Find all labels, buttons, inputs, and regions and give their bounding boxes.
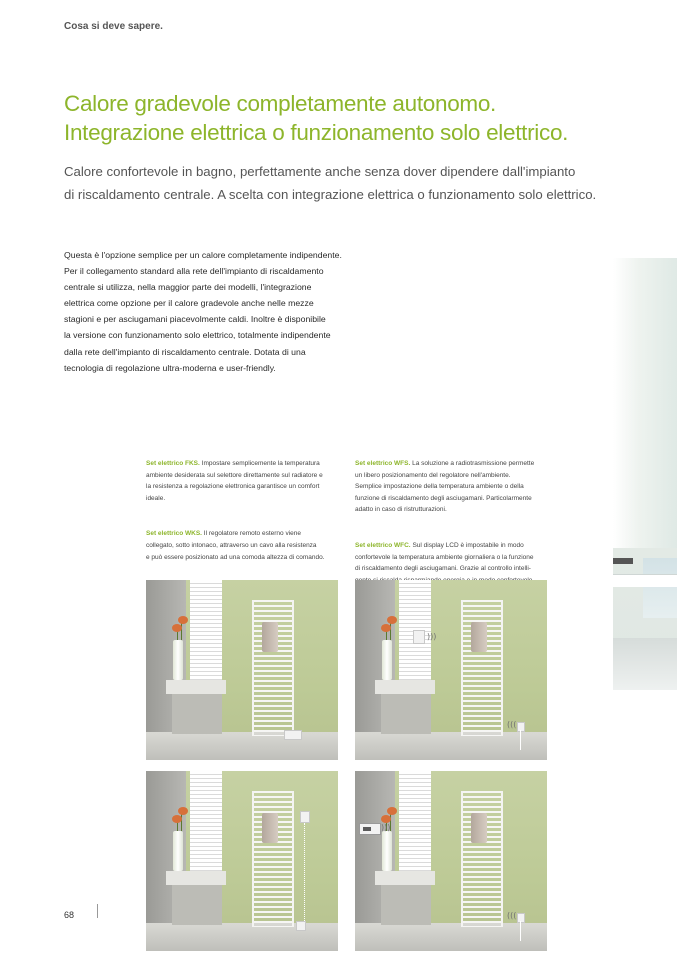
radio-signal-icon: ((( <box>507 720 517 729</box>
vanity-top <box>613 574 677 587</box>
control-unit <box>284 730 302 740</box>
towel-radiator <box>252 791 294 927</box>
intro-line: tecnologia di regolazione ultra-moderna e user-friendly. <box>64 362 276 373</box>
radio-signal-icon: ((( <box>507 911 517 920</box>
intro-line: la versione con funzionamento solo elettrico, totalmente indipendente <box>64 330 331 341</box>
subtitle <box>64 160 664 206</box>
intro-line: centrale si utilizza, nella maggior parte dei modelli, l'integrazione <box>64 282 312 293</box>
radio-signal-icon: ))) <box>381 823 391 832</box>
intro-paragraph <box>64 247 364 376</box>
title-line-1: Calore gradevole completamente autonomo. <box>64 91 497 116</box>
hidden-cable-line <box>304 823 307 923</box>
title-line-2: Integrazione elettrica o funzionamento solo elettrico. <box>64 120 569 145</box>
set-wks-title: Set elettrico WKS. <box>146 530 202 538</box>
radiator-photo-wfs <box>355 580 547 760</box>
page-number-divider <box>97 904 98 918</box>
control-unit <box>517 722 525 732</box>
window-curtain <box>613 258 677 548</box>
radiator-photo-fks <box>146 580 338 760</box>
towel <box>262 813 278 843</box>
page-title <box>64 89 664 147</box>
control-unit <box>517 913 525 923</box>
set-wfc-title: Set elettrico WFC. <box>355 541 411 549</box>
towel <box>471 622 487 652</box>
radiator-photo-wfc <box>355 771 547 951</box>
towel <box>262 622 278 652</box>
bathroom-photo <box>613 258 677 690</box>
towel-radiator <box>252 600 294 736</box>
radio-signal-icon: ))) <box>427 632 437 641</box>
intro-line: stagioni e per asciugamani piacevolmente caldi. Inoltre è disponibile <box>64 314 326 325</box>
wireless-controller <box>413 630 425 644</box>
towel-radiator <box>461 600 503 736</box>
towel <box>471 813 487 843</box>
subtitle-line-2: di riscaldamento centrale. A scelta con integrazione elettrica o funzionamento solo elettrico. <box>64 187 597 202</box>
section-label: Cosa si deve sapere. <box>64 21 163 32</box>
sets-column-right: Set elettrico WFS. La soluzione a radiotrasmissione permette un libero posizionamento del regolatore nell'ambiente. Semplice impostazione della temperatura ambiente o della funzione di riscaldamento degli asciugamani. Particolarmente adatto in caso di ristrutturazioni. Set elettrico WFC. Sul display LCD è impostabile in modo confortevole la temperatura ambiente giornaliera o la funzione di riscaldamento degli asciugamani. Grazie al controllo intelli- <box>355 460 535 573</box>
intro-line: dalla rete dell'impianto di riscaldamento centrale. Dotata di una <box>64 346 306 357</box>
radiator-photo-wks <box>146 771 338 951</box>
glass-panel <box>643 558 677 618</box>
subtitle-line-1: Calore confortevole in bagno, perfettamente anche senza dover dipendere dall'impianto <box>64 164 576 179</box>
lcd-controller <box>359 823 381 835</box>
intro-line: Per il collegamento standard alla rete dell'impianto di riscaldamento <box>64 266 324 277</box>
floor <box>613 638 677 690</box>
wall-slot <box>613 558 633 564</box>
set-fks-title: Set elettrico FKS. <box>146 460 200 467</box>
page-number: 68 <box>64 910 75 920</box>
sets-column-left: Set elettrico FKS. Impostare semplicemente la temperatura ambiente desiderata sul selettore direttamente sul radiatore e la resistenza a regolazione elettronica garantisce un comfort ideale. Set elettrico WKS. Il regolatore remoto esterno viene collegato, sotto intonaco, attraverso un cavo alla resistenza e può essere posizionato ad una comoda altezza di comando. <box>146 460 325 561</box>
power-cable <box>520 730 521 750</box>
set-wfs-title: Set elettrico WFS. <box>355 460 411 467</box>
towel-radiator <box>461 791 503 927</box>
wall-controller <box>300 811 310 823</box>
intro-line: Questa è l'opzione semplice per un calore completamente indipendente. <box>64 250 342 260</box>
power-cable <box>520 921 521 941</box>
intro-line: elettrica come opzione per il calore gradevole anche nelle mezze <box>64 298 314 309</box>
control-unit <box>296 921 306 931</box>
